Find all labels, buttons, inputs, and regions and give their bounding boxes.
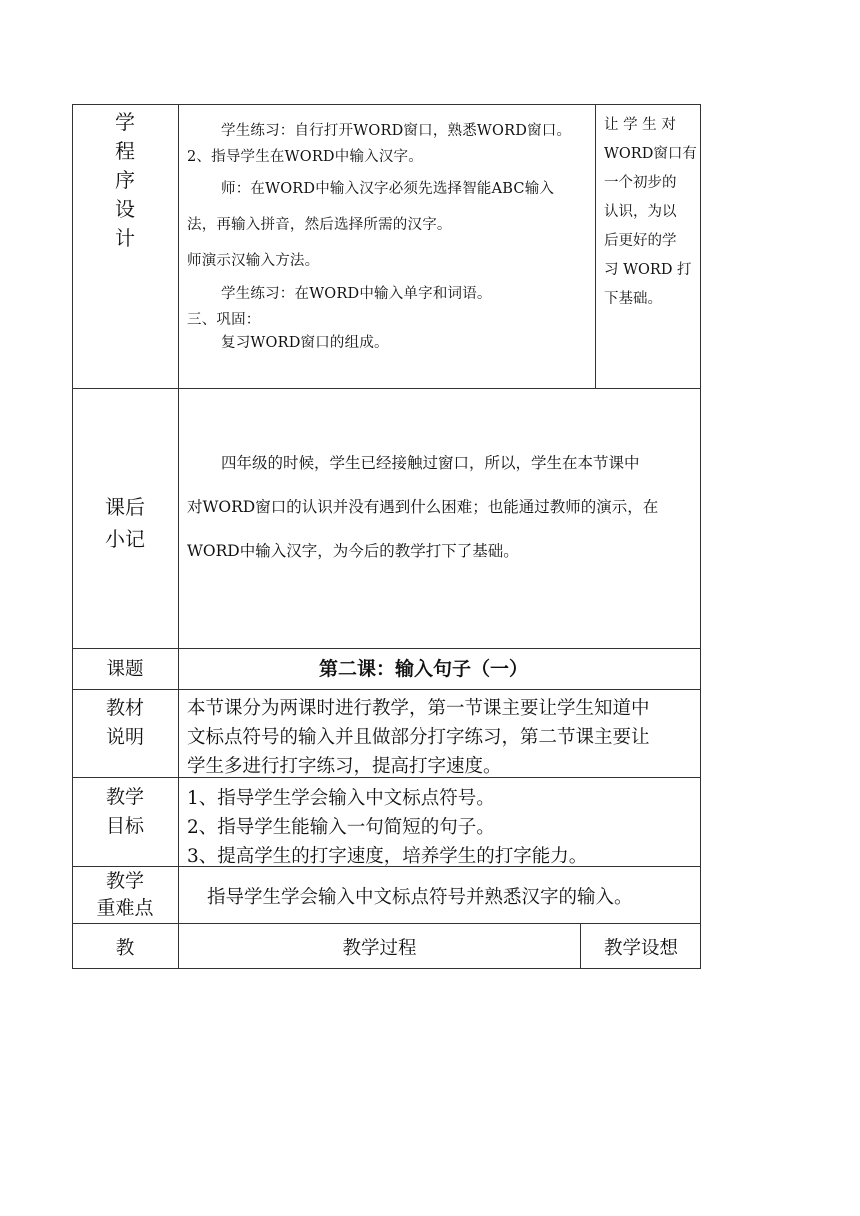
process-line: 复习WORD窗口的组成。 bbox=[221, 335, 389, 351]
key-content: 指导学生学会输入中文标点符号并熟悉汉字的输入。 bbox=[207, 887, 633, 908]
summary-label-line: 小记 bbox=[105, 527, 145, 551]
topic-label: 课题 bbox=[106, 659, 144, 680]
summary-label-line: 课后 bbox=[105, 495, 145, 519]
material-label-line: 教材 bbox=[105, 697, 144, 719]
process-label-char: 学 bbox=[115, 110, 135, 134]
header-col2: 教学过程 bbox=[342, 938, 417, 959]
key-label bbox=[72, 868, 178, 922]
header-col1: 教 bbox=[115, 938, 135, 959]
material-line: 文标点符号的输入并且做部分打字练习，第二节课主要让 bbox=[187, 727, 650, 748]
summary-line: 四年级的时候，学生已经接触过窗口，所以，学生在本节课中 bbox=[221, 454, 640, 472]
note-line: 认识，为以 bbox=[604, 204, 677, 220]
process-line: 法，再输入拼音，然后选择所需的汉字。 bbox=[187, 217, 452, 233]
note-line: 一个初步的 bbox=[604, 175, 677, 191]
goal-line: 3、提高学生的打字速度，培养学生的打字能力。 bbox=[187, 846, 588, 867]
material-label-line: 说明 bbox=[105, 726, 144, 748]
col-divider bbox=[178, 104, 179, 969]
key-label-line: 重难点 bbox=[96, 897, 154, 919]
summary-line: 对WORD窗口的认识并没有遇到什么困难；也能通过教师的演示，在 bbox=[187, 498, 659, 516]
process-label-char: 设 bbox=[115, 197, 135, 221]
process-line: 师演示汉输入方法。 bbox=[187, 253, 320, 269]
process-line: 师：在WORD中输入汉字必须先选择智能ABC输入 bbox=[221, 181, 555, 197]
goal-label-line: 目标 bbox=[105, 815, 144, 837]
goal-label-line: 教学 bbox=[105, 786, 144, 808]
material-label bbox=[72, 694, 178, 752]
col-divider bbox=[595, 104, 596, 389]
process-label-char: 序 bbox=[115, 168, 135, 192]
process-label-char: 程 bbox=[115, 139, 135, 163]
process-line: 学生练习：在WORD中输入单字和词语。 bbox=[221, 286, 492, 302]
row-divider bbox=[72, 689, 701, 690]
goal-line: 1、指导学生学会输入中文标点符号。 bbox=[187, 788, 495, 809]
summary-line: WORD中输入汉字，为今后的教学打下了基础。 bbox=[187, 542, 519, 560]
row-divider bbox=[72, 388, 701, 389]
header-col3: 教学设想 bbox=[603, 938, 678, 959]
process-line: 2、指导学生在WORD中输入汉字。 bbox=[187, 149, 423, 165]
note-line: 让 学 生 对 bbox=[604, 117, 676, 133]
goal-label bbox=[72, 783, 178, 841]
note-line: 后更好的学 bbox=[604, 233, 677, 249]
note-line: WORD窗口有 bbox=[604, 146, 697, 162]
note-line: 习 WORD 打 bbox=[604, 262, 692, 278]
row-divider bbox=[72, 648, 701, 649]
process-line: 学生练习：自行打开WORD窗口，熟悉WORD窗口。 bbox=[221, 123, 572, 139]
goal-line: 2、指导学生能输入一句简短的句子。 bbox=[187, 817, 495, 838]
summary-label bbox=[72, 491, 178, 555]
process-label bbox=[72, 108, 178, 253]
topic-title: 第二课：输入句子（一） bbox=[319, 658, 529, 680]
material-line: 本节课分为两课时进行教学，第一节课主要让学生知道中 bbox=[187, 698, 650, 719]
key-label-line: 教学 bbox=[105, 870, 144, 892]
process-line: 三、巩固： bbox=[187, 312, 261, 328]
note-line: 下基础。 bbox=[604, 291, 662, 307]
material-line: 学生多进行打字练习，提高打字速度。 bbox=[187, 756, 502, 777]
row-divider bbox=[72, 923, 701, 924]
process-label-char: 计 bbox=[115, 226, 135, 250]
